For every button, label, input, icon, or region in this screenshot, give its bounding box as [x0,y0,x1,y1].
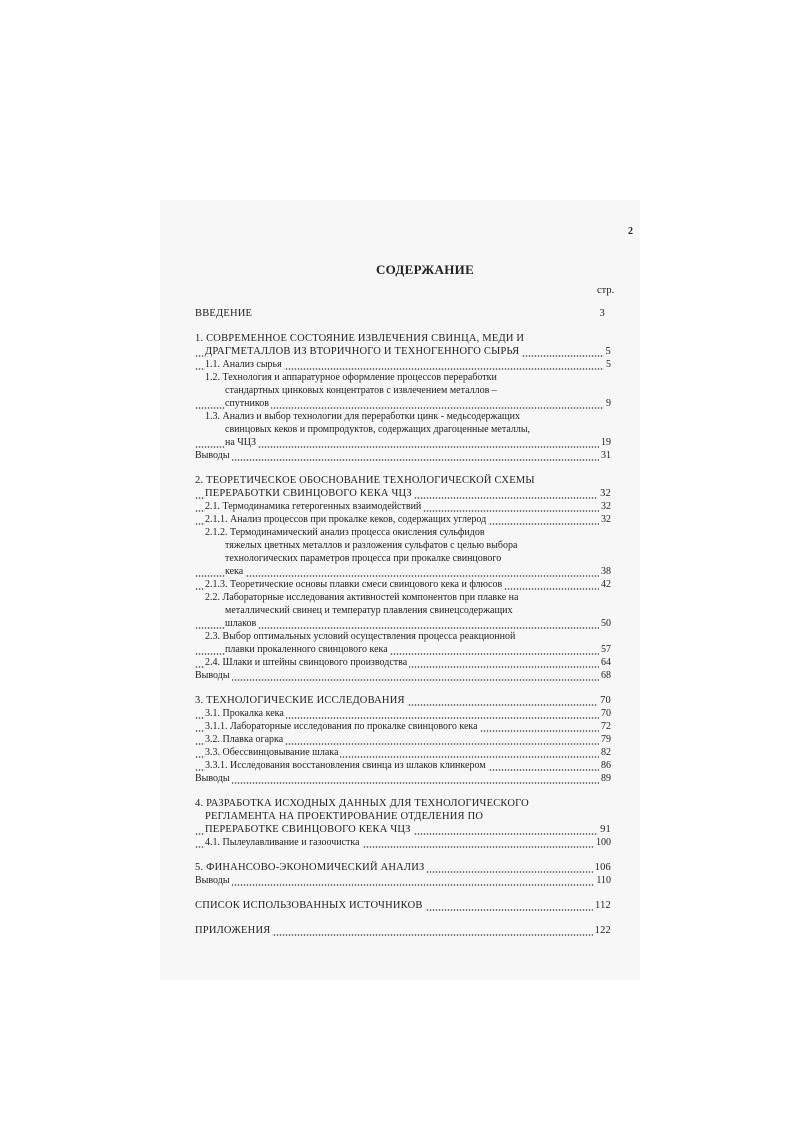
toc-entry-3-3-1 [195,759,611,772]
toc-entry-2-1-2-cont [195,539,611,552]
toc-entry-page: 32 [600,488,611,499]
toc-entry-text: 2.2. Лабораторные исследования активностей компонентов при плавке на [205,592,519,603]
toc-entry-text: ПЕРЕРАБОТКИ СВИНЦОВОГО КЕКА ЧЦЗ [205,488,412,499]
toc-entry-text: 4.1. Пылеулавливание и газоочистка [205,837,360,848]
toc-entry-text: Выводы [195,670,230,681]
toc-entry-page: 122 [594,925,611,936]
toc-entry-page: 32 [601,501,611,512]
toc-entry-text: шлаков [225,618,257,629]
toc-entry-2-2-cont [195,604,611,617]
toc-entry-1-3-cont [195,423,611,436]
toc-entry-1-conclusions [195,449,611,462]
toc-section-4-heading-end [195,823,611,836]
toc-entry-2-2 [195,591,611,604]
toc-entry-1-2 [195,371,611,384]
toc-entry-text: Выводы [195,875,230,886]
toc-section-2-heading [195,474,611,487]
toc-entry-2-conclusions [195,669,611,682]
toc-entry-page: 5 [605,346,611,357]
toc-entry-text: 2.1.2. Термодинамический анализ процесса окисления сульфидов [205,527,485,538]
toc-entry-2-3-end [195,643,611,656]
toc-entry-page: 86 [601,760,611,771]
page-number: 2 [628,226,633,237]
toc-entry-text: ПРИЛОЖЕНИЯ [195,925,271,936]
toc-entry-references [195,899,611,912]
toc-section-4-heading [195,797,611,810]
toc-section-4-heading-cont [195,810,611,823]
toc-entry-page: 57 [601,644,611,655]
toc-entry-text: Выводы [195,773,230,784]
toc-entry-text: технологических параметров процесса при прокалке свинцового [225,553,502,564]
toc-section-1-heading-cont [195,345,611,358]
toc-entry-text: свинцовых кеков и промпродуктов, содержащих драгоценные металлы, [225,424,531,435]
toc-entry-text: 2.3. Выбор оптимальных условий осуществления процесса реакционной [205,631,516,642]
toc-entry-appendices [195,924,611,937]
toc-entry-text: 2. ТЕОРЕТИЧЕСКОЕ ОБОСНОВАНИЕ ТЕХНОЛОГИЧЕСКОЙ СХЕМЫ [195,475,535,486]
toc-entry-text: 1. СОВРЕМЕННОЕ СОСТОЯНИЕ ИЗВЛЕЧЕНИЯ СВИНЦА, МЕДИ И [195,333,525,344]
toc-entry-text: СПИСОК ИСПОЛЬЗОВАННЫХ ИСТОЧНИКОВ [195,900,423,911]
toc-section-5-heading [195,861,611,874]
toc-entry-1-2-cont [195,384,611,397]
toc-entry-3-1-1 [195,720,611,733]
toc-entry-3-2 [195,733,611,746]
toc-entry-text: 4. РАЗРАБОТКА ИСХОДНЫХ ДАННЫХ ДЛЯ ТЕХНОЛОГИЧЕСКОГО [195,798,529,809]
toc-entry-5-conclusions [195,874,611,887]
toc-entry-2-4 [195,656,611,669]
page-column-label: стр. [597,285,615,296]
toc-entry-page: 64 [601,657,611,668]
toc-entry-2-1-2-cont2 [195,552,611,565]
toc-entry-text: ПЕРЕРАБОТКЕ СВИНЦОВОГО КЕКА ЧЦЗ [205,824,411,835]
toc-entry-2-2-end [195,617,611,630]
toc-entry-text: Выводы [195,450,230,461]
toc-entry-2-1-3 [195,578,611,591]
toc-entry-text: спутников [225,398,269,409]
toc-entry-text: стандартных цинковых концентратов с извлечением металлов – [225,385,497,396]
toc-entry-page: 42 [601,579,611,590]
toc-entry-page: 100 [596,837,611,848]
toc-entry-text: 2.1. Термодинамика гетерогенных взаимодействий [205,501,422,512]
toc-entry-page: 112 [595,900,611,911]
toc-entry-1-2-end [195,397,611,410]
toc-entry-4-1 [195,836,611,849]
toc-entry-text: 3.1.1. Лабораторные исследования по прокалке свинцового кека [205,721,478,732]
toc-entry-text: 2.1.1. Анализ процессов при прокалке кеков, содержащих углерод [205,514,487,525]
toc-entry-2-3 [195,630,611,643]
toc-entry-page: 91 [600,824,611,835]
toc-entry-2-1-2 [195,526,611,539]
toc-section-1-heading [195,332,611,345]
toc-entry-1-3-end [195,436,611,449]
toc-entry-text: металлический свинец и температур плавления свинецсодержащих [225,605,513,616]
toc-entry-text: 3.1. Прокалка кека [205,708,284,719]
toc-entry-2-1-2-end [195,565,611,578]
toc-entry-page: 82 [601,747,611,758]
toc-entry-page: 50 [601,618,611,629]
toc-entry-page: 79 [601,734,611,745]
toc-entry-page: 38 [601,566,611,577]
toc-entry-page: 3 [599,308,605,319]
toc-entry-page: 32 [601,514,611,525]
toc-entry-page: 9 [606,398,611,409]
toc-entry-3-conclusions [195,772,611,785]
toc-entry-text: 1.1. Анализ сырья [205,359,282,370]
toc-entry-text: на ЧЦЗ [225,437,257,448]
toc-entry-page: 5 [606,359,611,370]
toc-entry-text: 3.2. Плавка огарка [205,734,284,745]
toc-entry-3-3 [195,746,611,759]
toc-entry-intro [195,307,611,320]
toc-entry-text: 3.3.1. Исследования восстановления свинца из шлаков клинкером [205,760,486,771]
toc-entry-text: ВВЕДЕНИЕ [195,308,253,319]
toc-entry-page: 72 [601,721,611,732]
toc-entry-page: 70 [601,708,611,719]
toc-entry-page: 89 [601,773,611,784]
toc-entry-text: ДРАГМЕТАЛЛОВ ИЗ ВТОРИЧНОГО И ТЕХНОГЕННОГО СЫРЬЯ [205,346,520,357]
toc-section-3-heading [195,694,611,707]
toc-entry-text: 3. ТЕХНОЛОГИЧЕСКИЕ ИССЛЕДОВАНИЯ [195,695,405,706]
toc-entry-1-1 [195,358,611,371]
toc-entry-2-1 [195,500,611,513]
toc-entry-page: 31 [601,450,611,461]
table-of-contents [195,307,611,937]
toc-entry-text: плавки прокаленного свинцового кека [225,644,388,655]
toc-entry-text: тяжелых цветных металлов и разложения сульфатов с целью выбора [225,540,518,551]
toc-entry-text: 2.4. Шлаки и штейны свинцового производства [205,657,408,668]
toc-entry-page: 110 [596,875,611,886]
toc-entry-page: 19 [601,437,611,448]
page-title: СОДЕРЖАНИЕ [375,262,475,277]
toc-entry-page: 68 [601,670,611,681]
toc-entry-2-1-1 [195,513,611,526]
toc-entry-3-1 [195,707,611,720]
toc-entry-text: кека [225,566,244,577]
toc-entry-text: 1.3. Анализ и выбор технологии для переработки цинк - медьсодержащих [205,411,520,422]
toc-entry-text: 3.3. Обессвинцовывание шлака [205,747,339,758]
toc-entry-text: 1.2. Технология и аппаратурное оформление процессов переработки [205,372,497,383]
toc-entry-page: 106 [594,862,611,873]
toc-entry-page: 70 [600,695,611,706]
toc-section-2-heading-cont [195,487,611,500]
toc-entry-1-3 [195,410,611,423]
toc-entry-text: 5. ФИНАНСОВО-ЭКОНОМИЧЕСКИЙ АНАЛИЗ [195,862,425,873]
toc-entry-text: 2.1.3. Теоретические основы плавки смеси свинцового кека и флюсов [205,579,503,590]
toc-entry-text: РЕГЛАМЕНТА НА ПРОЕКТИРОВАНИЕ ОТДЕЛЕНИЯ ПО [205,811,484,822]
